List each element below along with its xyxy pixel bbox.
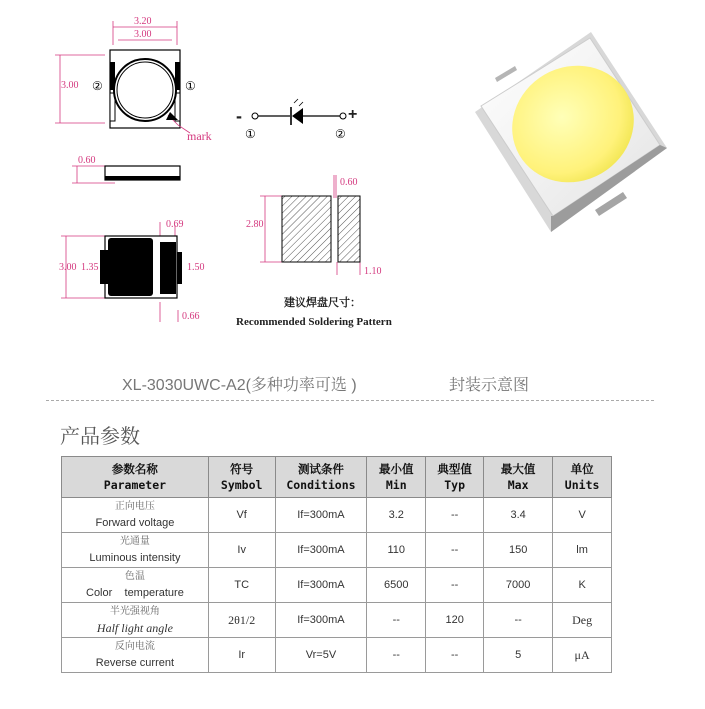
plus-sign: +	[348, 106, 358, 123]
table-row	[62, 498, 612, 533]
max-cell: 7000	[484, 568, 553, 603]
unit-cell: V	[553, 498, 612, 533]
solder-title-cn: 建议焊盘尺寸：	[284, 296, 361, 309]
divider	[46, 400, 654, 401]
min-cell: 110	[367, 533, 426, 568]
condition-cell: If=300mA	[275, 568, 367, 603]
solder-title-en: Recommended Soldering Pattern	[236, 316, 392, 328]
dim-1-10: 1.10	[364, 266, 382, 277]
max-cell: 3.4	[484, 498, 553, 533]
table-row	[62, 533, 612, 568]
condition-cell: If=300mA	[275, 533, 367, 568]
minus-sign: -	[236, 106, 242, 126]
condition-cell: If=300mA	[275, 603, 367, 638]
section-title: 产品参数	[60, 426, 140, 448]
dim-1-50: 1.50	[187, 262, 205, 273]
header-parameter: 参数名称 Parameter	[62, 457, 209, 498]
param-cell: 色温 Color temperature	[62, 568, 209, 603]
param-cell: 反向电流 Reverse current	[62, 638, 209, 673]
bottom-view-pad-large	[108, 238, 153, 296]
package-drawing	[0, 0, 430, 340]
solder-pad-small	[338, 196, 360, 262]
symbol-cell: TC	[208, 568, 275, 603]
unit-cell: Deg	[553, 603, 612, 638]
unit-cell: K	[553, 568, 612, 603]
typ-cell: --	[426, 498, 484, 533]
pin-2-label: ②	[92, 79, 103, 93]
mark-label: mark	[187, 129, 212, 143]
typ-cell: 120	[426, 603, 484, 638]
min-cell: --	[367, 603, 426, 638]
param-cell: 光通量 Luminous intensity	[62, 533, 209, 568]
condition-cell: If=300mA	[275, 498, 367, 533]
typ-cell: --	[426, 568, 484, 603]
dim-1-35: 1.35	[81, 262, 99, 273]
diode-triangle	[292, 108, 303, 124]
condition-cell: Vr=5V	[275, 638, 367, 673]
max-cell: 5	[484, 638, 553, 673]
symbol-cell: Vf	[208, 498, 275, 533]
min-cell: 6500	[367, 568, 426, 603]
header-units: 单位 Units	[553, 457, 612, 498]
symbol-pin-1: ①	[245, 127, 256, 141]
header-min: 最小值 Min	[367, 457, 426, 498]
header-conditions: 测试条件 Conditions	[275, 457, 367, 498]
header-symbol: 符号 Symbol	[208, 457, 275, 498]
dim-2-80: 2.80	[246, 219, 264, 230]
table-row	[62, 603, 612, 638]
typ-cell: --	[426, 533, 484, 568]
header-max: 最大值 Max	[484, 457, 553, 498]
max-cell: 150	[484, 533, 553, 568]
dim-3-00-bottom: 3.00	[59, 262, 77, 273]
table-row	[62, 568, 612, 603]
min-cell: --	[367, 638, 426, 673]
dim-0-66: 0.66	[182, 311, 200, 322]
symbol-cell: Ir	[208, 638, 275, 673]
unit-cell: lm	[553, 533, 612, 568]
top-view-lens	[114, 59, 176, 121]
dim-height: 3.00	[61, 80, 79, 91]
dim-0-60: 0.60	[340, 177, 358, 188]
dim-0-69: 0.69	[166, 219, 184, 230]
led-product-image	[455, 20, 695, 340]
header-typ: 典型值 Typ	[426, 457, 484, 498]
bottom-view-pad-small	[160, 242, 176, 294]
symbol-pin-2: ②	[335, 127, 346, 141]
symbol-cell: Iv	[208, 533, 275, 568]
table-header-row	[62, 457, 612, 498]
solder-pad-large	[282, 196, 331, 262]
symbol-cell: 2θ1/2	[208, 603, 275, 638]
parameter-table	[61, 456, 612, 673]
unit-cell: μA	[553, 638, 612, 673]
package-caption: 封装示意图	[449, 377, 530, 394]
typ-cell: --	[426, 638, 484, 673]
min-cell: 3.2	[367, 498, 426, 533]
dim-0-60-side: 0.60	[78, 155, 96, 166]
max-cell: --	[484, 603, 553, 638]
pin-1-label: ①	[185, 79, 196, 93]
param-cell: 半光强视角 Half light angle	[62, 603, 209, 638]
dim-3-20: 3.20	[134, 16, 152, 27]
table-row	[62, 638, 612, 673]
param-cell: 正向电压 Forward voltage	[62, 498, 209, 533]
model-caption: XL-3030UWC-A2(多种功率可选 )	[122, 377, 357, 394]
dim-3-00: 3.00	[134, 29, 152, 40]
